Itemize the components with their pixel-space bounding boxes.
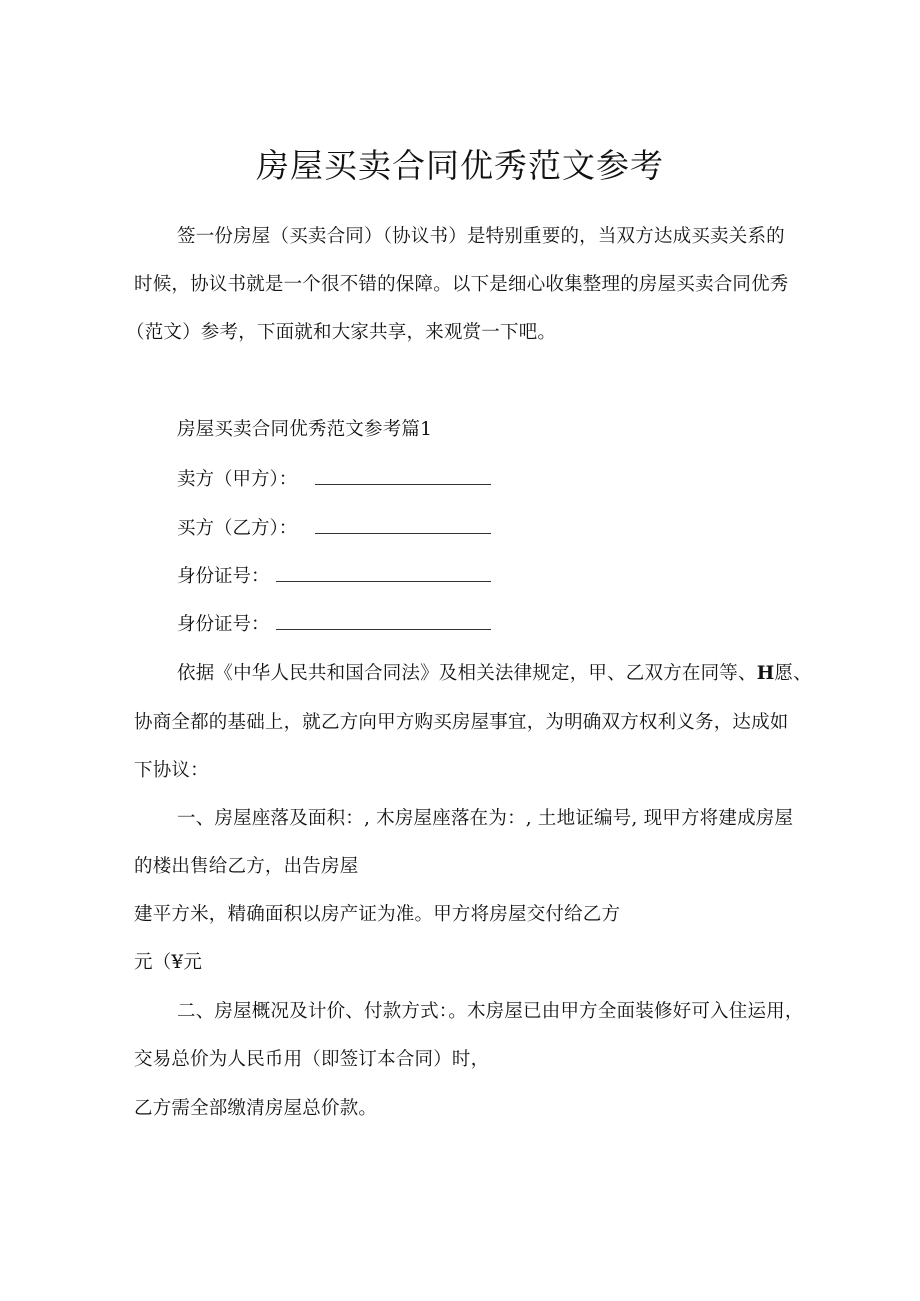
clause-1-line-2: 的楼出售给乙方，出告房屋 [134,856,359,877]
clause-2-line-3: 乙方需全部缴清房屋总价款。 [134,1098,378,1119]
clause-2-line-1: 二、房屋概况及计价、付款方式：。木房屋已由甲方全面装修好可入住运用， [177,1001,804,1022]
buyer-label: 买方（乙方）： [177,518,298,539]
id-number-blank-1 [276,581,491,582]
clause-2-line-2: 交易总价为人民币用（即签订本合同）时， [134,1049,490,1070]
section-heading: 房屋买卖合同优秀范文参考篇1 [177,419,433,440]
id-number-blank-2 [276,629,491,630]
basis-line-1-bold: H [756,663,775,684]
intro-line-3: （范文）参考，下面就和大家共享，来观赏一下吧。 [126,322,557,343]
intro-line-2: 时候，协议书就是一个很不错的保障。以下是细心收集整理的房屋买卖合同优秀 [134,274,789,295]
basis-line-1 [177,659,812,685]
intro-line-1: 签一份房屋（买卖合同）（协议书）是特别重要的，当双方达成买卖关系的 [177,226,785,247]
id-number-label-1: 身份证号： [177,566,270,587]
basis-line-1-end: 愿、 [774,663,812,684]
seller-label: 卖方（甲方）： [177,469,298,490]
clause-1-line-3: 建平方米，精确面积以房产证为准。甲方将房屋交付给乙方 [134,904,621,925]
clause-1-line-4: 元（¥元 [134,952,203,973]
basis-line-2: 协商全都的基础上，就乙方向甲方购买房屋事宜，为明确双方权利义务，达成如 [134,712,789,733]
id-number-label-2: 身份证号： [177,614,270,635]
clause-1-line-1: 一、房屋座落及面积：, 木房屋座落在为：, 土地证编号, 现甲方将建成房屋 [177,808,794,829]
buyer-blank [315,533,491,534]
basis-line-1-text: 依据《中华人民共和国合同法》及相关法律规定，甲、乙双方在同等、 [177,663,757,684]
seller-blank [315,484,491,485]
document-title: 房屋买卖合同优秀范文参考 [256,146,664,185]
basis-line-3: 下协议： [134,760,209,781]
